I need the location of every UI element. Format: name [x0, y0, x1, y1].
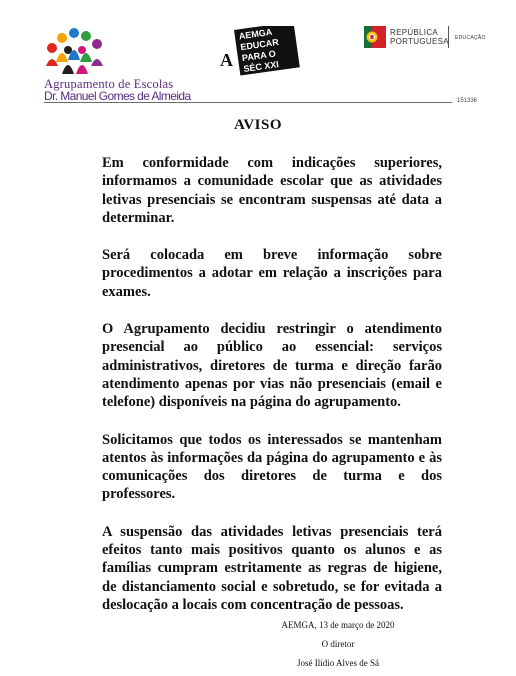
- notice-body: [102, 154, 442, 633]
- paragraph-5: A suspensão das atividades letivas presenciais terá efeitos tanto mais positivos quanto os alunos e as famílias cumpram estritamente as regras de higiene, de distanciamento social e sobretudo, se for evitada a deslocação a locais com concentração de pessoas.: [102, 523, 442, 613]
- school-name: [44, 78, 204, 102]
- document-title: AVISO: [233, 117, 283, 133]
- school-logo-icon: [42, 26, 110, 76]
- paragraph-3: O Agrupamento decidiu restringir o atendimento presencial ao público ao essencial: serviços administrativos, diretores de turma e direção farão atendimento apenas por vias não presenciais (email e telefone) disponíveis na página do agrupamento.: [102, 321, 442, 411]
- svg-text:A: A: [220, 50, 233, 70]
- signatory-role: O diretor: [321, 639, 355, 649]
- republica-portuguesa-label: [390, 28, 449, 46]
- paragraph-2: Será colocada em breve informação sobre procedimentos a adotar em relação a inscrições para exames.: [102, 247, 442, 300]
- portuguesa-label: PORTUGUESA: [390, 37, 449, 46]
- signatory-name: José Ilídio Alves de Sá: [297, 658, 379, 668]
- svg-text:PARA O: PARA O: [241, 48, 277, 64]
- republica-portuguesa-emblem-icon: [364, 26, 386, 48]
- header-rule: [44, 102, 452, 103]
- document-code: 151336: [457, 98, 478, 104]
- signature-block: [258, 616, 418, 673]
- aemga-logo: [220, 26, 300, 80]
- svg-text:EDUCAR: EDUCAR: [239, 36, 280, 53]
- svg-text:AEMGA: AEMGA: [238, 26, 273, 42]
- header-divider: [448, 26, 449, 48]
- school-name-line2: Dr. Manuel Gomes de Almeida: [44, 89, 191, 103]
- ministry-label: EDUCAÇÃO: [455, 35, 486, 41]
- letterhead: [0, 0, 516, 112]
- school-name-line1: Agrupamento de Escolas: [44, 77, 174, 91]
- republica-label: REPÚBLICA: [390, 28, 439, 37]
- paragraph-4: Solicitamos que todos os interessados se mantenham atentos às informações da página do agrupamento e às comunicações dos diretores de turma e dos professores.: [102, 431, 442, 503]
- svg-text:SÉC XXI: SÉC XXI: [242, 59, 280, 75]
- paragraph-1: Em conformidade com indicações superiores, informamos a comunidade escolar que as atividades letivas presenciais se encontram suspensas até data a determinar.: [102, 155, 442, 226]
- place-date: AEMGA, 13 de março de 2020: [281, 620, 395, 630]
